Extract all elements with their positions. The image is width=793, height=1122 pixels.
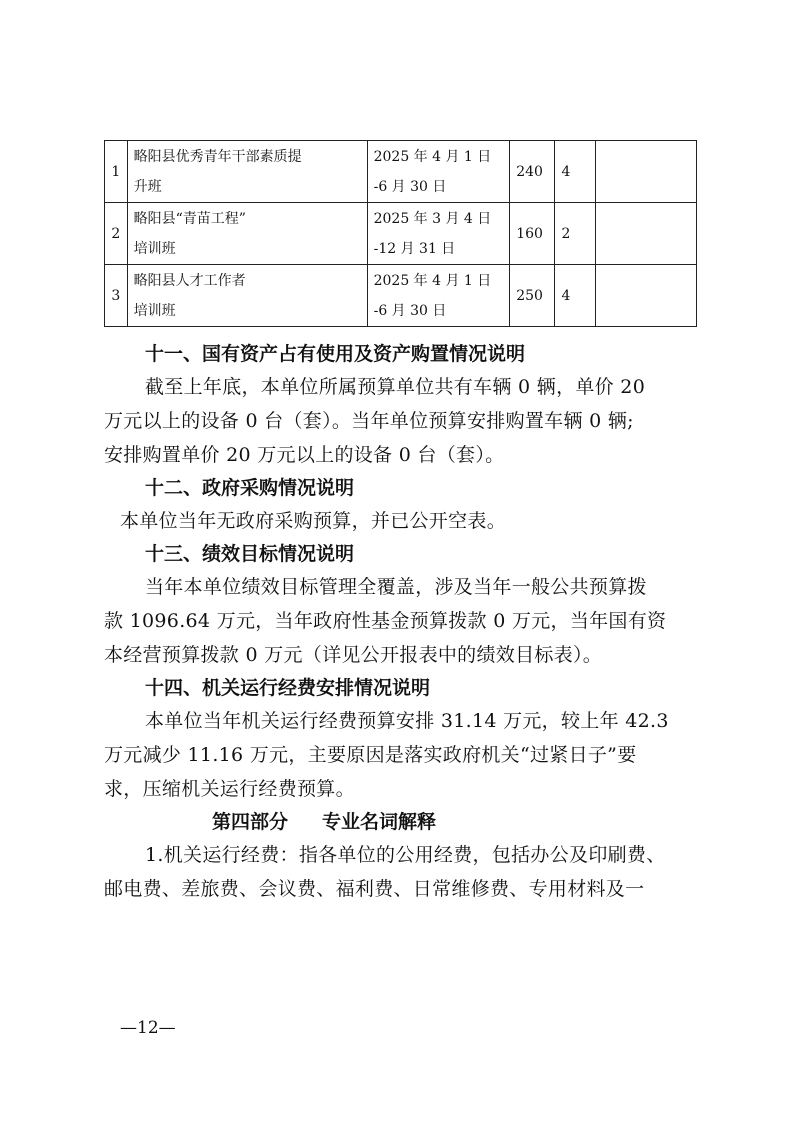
amount-cell: 250 — [510, 265, 555, 327]
training-date-cell — [367, 141, 510, 203]
training-date-cell — [367, 265, 510, 327]
amount-cell: 160 — [510, 203, 555, 265]
training-name-line: 略阳县优秀青年干部素质提 — [133, 148, 302, 165]
note-cell — [596, 265, 697, 327]
part-title: 专业名词解释 — [322, 811, 437, 833]
note-cell — [596, 141, 697, 203]
paragraph-line: 截至上年底，本单位所属预算单位共有车辆 0 辆，单价 20 — [145, 376, 646, 398]
training-name-line: 升班 — [133, 178, 162, 195]
section-heading: 十一、国有资产占有使用及资产购置情况说明 — [145, 343, 526, 365]
count-cell: 4 — [555, 141, 596, 203]
paragraph-line: 1.机关运行经费：指各单位的公用经费，包括办公及印刷费、 — [145, 844, 666, 866]
training-date-line: 2025 年 4 月 1 日 — [373, 272, 492, 289]
amount-cell: 240 — [510, 141, 555, 203]
paragraph-line: 万元减少 11.16 万元，主要原因是落实政府机关“过紧日子”要 — [104, 744, 637, 766]
paragraph-line: 当年本单位绩效目标管理全覆盖，涉及当年一般公共预算拨 — [145, 576, 647, 598]
training-name-line: 培训班 — [133, 240, 176, 257]
count-cell: 2 — [555, 203, 596, 265]
training-name-line: 略阳县“青苗工程” — [133, 210, 246, 227]
training-date-line: 2025 年 3 月 4 日 — [373, 210, 492, 227]
training-name-line: 培训班 — [133, 302, 176, 319]
part-heading — [104, 806, 704, 838]
note-cell — [596, 203, 697, 265]
paragraph-line: 本单位当年机关运行经费预算安排 31.14 万元，较上年 42.3 — [145, 710, 669, 732]
paragraph-line: 本单位当年无政府采购预算，并已公开空表。 — [120, 510, 507, 532]
count-cell: 4 — [555, 265, 596, 327]
training-name-line: 略阳县人才工作者 — [133, 272, 246, 289]
training-name-cell — [127, 265, 367, 327]
page-number: —12— — [120, 1018, 176, 1038]
training-table — [104, 140, 697, 327]
paragraph-line: 求，压缩机关运行经费预算。 — [104, 778, 355, 800]
training-name-cell — [127, 203, 367, 265]
body-text — [104, 338, 704, 906]
paragraph-line: 万元以上的设备 0 台（套）。当年单位预算安排购置车辆 0 辆; — [104, 410, 634, 432]
training-date-cell — [367, 203, 510, 265]
section-heading: 十二、政府采购情况说明 — [145, 477, 355, 499]
table-row — [105, 203, 697, 265]
row-index: 1 — [105, 141, 128, 203]
section-heading: 十四、机关运行经费安排情况说明 — [145, 677, 431, 699]
training-date-line: -6 月 30 日 — [373, 302, 447, 319]
table-row — [105, 141, 697, 203]
table-row — [105, 265, 697, 327]
training-name-cell — [127, 141, 367, 203]
paragraph-line: 安排购置单价 20 万元以上的设备 0 台（套）。 — [104, 444, 505, 466]
training-date-line: 2025 年 4 月 1 日 — [373, 148, 492, 165]
paragraph-line: 本经营预算拨款 0 万元（详见公开报表中的绩效目标表）。 — [104, 644, 603, 666]
row-index: 2 — [105, 203, 128, 265]
section-heading: 十三、绩效目标情况说明 — [145, 543, 355, 565]
training-date-line: -6 月 30 日 — [373, 178, 447, 195]
paragraph-line: 款 1096.64 万元，当年政府性基金预算拨款 0 万元，当年国有资 — [104, 610, 667, 632]
row-index: 3 — [105, 265, 128, 327]
paragraph-line: 邮电费、差旅费、会议费、福利费、日常维修费、专用材料及一 — [104, 878, 645, 900]
part-label: 第四部分 — [212, 811, 289, 833]
training-date-line: -12 月 31 日 — [373, 240, 456, 257]
